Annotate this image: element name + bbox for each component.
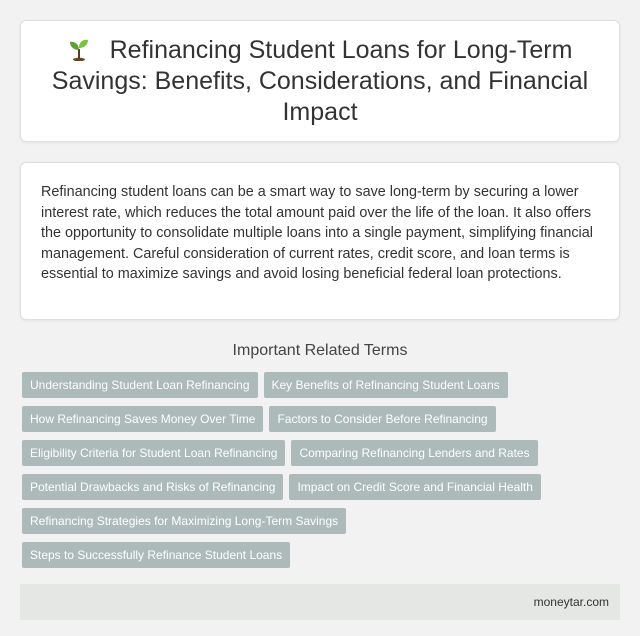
related-term-tag[interactable]: Impact on Credit Score and Financial Health bbox=[289, 474, 540, 500]
related-term-tag[interactable]: Factors to Consider Before Refinancing bbox=[269, 406, 495, 432]
related-term-tag[interactable]: Steps to Successfully Refinance Student Loans bbox=[22, 542, 290, 568]
title-card bbox=[20, 20, 620, 142]
related-term-tag[interactable]: How Refinancing Saves Money Over Time bbox=[22, 406, 263, 432]
sprout-icon bbox=[68, 37, 90, 61]
related-terms-heading: Important Related Terms bbox=[232, 342, 408, 359]
related-term-tag[interactable]: Refinancing Strategies for Maximizing Long-Term Savings bbox=[22, 508, 346, 534]
footer-site-link[interactable]: moneytar.com bbox=[533, 595, 609, 609]
summary-card bbox=[20, 162, 620, 320]
related-terms-list bbox=[20, 372, 620, 576]
footer bbox=[20, 584, 620, 620]
related-term-tag[interactable]: Eligibility Criteria for Student Loan Refinancing bbox=[22, 440, 285, 466]
summary-text: Refinancing student loans can be a smart way to save long-term by securing a lower interest rate, which reduces the total amount paid over the life of the loan. It also offers the opportunity to consolidate multiple loans into a single payment, simplifying financial management. Careful consideration of current rates, credit score, and loan terms is essential to maximize savings and avoid losing beneficial federal loan protections. bbox=[41, 184, 593, 283]
title-text: Refinancing Student Loans for Long-Term Savings: Benefits, Considerations, and Financial Impact bbox=[51, 35, 589, 126]
related-term-tag[interactable]: Potential Drawbacks and Risks of Refinancing bbox=[22, 474, 283, 500]
related-term-tag[interactable]: Understanding Student Loan Refinancing bbox=[22, 372, 258, 398]
related-term-tag[interactable]: Comparing Refinancing Lenders and Rates bbox=[291, 440, 537, 466]
page-title bbox=[51, 35, 589, 128]
related-term-tag[interactable]: Key Benefits of Refinancing Student Loans bbox=[264, 372, 508, 398]
